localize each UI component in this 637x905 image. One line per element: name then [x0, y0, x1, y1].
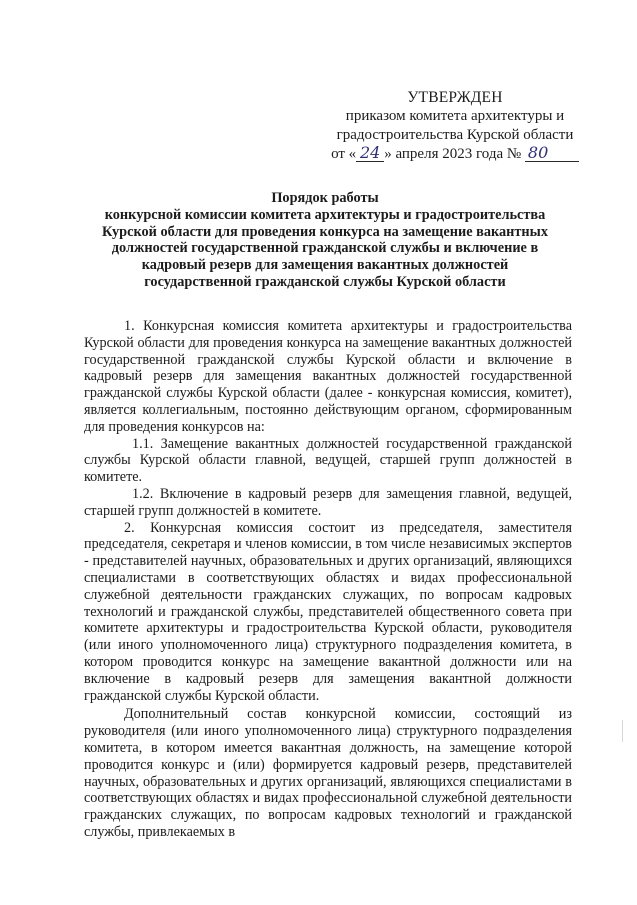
paragraph-2: 2. Конкурсная комиссия состоит из председателя, заместителя председателя, секретаря и членов комиссии, в том числе независимых экспертов - представителей научных, образовательных и других организаций, являющихся специалистами в соответствующих областях и видах профессиональной служебной деятельности гражданских служащих, по вопросам кадровых технологий и гражданской службы, представителей общественного совета при комитете архитектуры и градостроительства Курской области, руководителя (или иного уполномоченного лица) структурного подразделения комитета, в котором проводится конкурс на замещение вакантной должности или на включение в кадровый резерв для замещения вакантной должности гражданской службы Курской области. — [84, 519, 572, 704]
handwritten-order-number: 80 — [525, 145, 579, 162]
title-line-3: Курской области для проведения конкурса на замещение вакантных — [102, 223, 548, 240]
paragraph-3: Дополнительный состав конкурсной комиссии, состоящий из руководителя (или иного уполномоченного лица) структурного подразделения комитета, в котором имеется вакантная должность, на замещение которой проводится конкурс и (или) формируется кадровый резерв, представителей научных, образовательных и других организаций, являющихся специалистами в соответствующих областях и видах профессиональной служебной деятельности гражданских служащих, по вопросам кадровых технологий и гражданской службы, привлекаемых в — [84, 706, 572, 840]
date-prefix: от « — [331, 146, 357, 162]
title-line-6: государственной гражданской службы Курской области — [144, 273, 506, 290]
title-line-1: Порядок работы — [271, 190, 379, 206]
date-middle: » апреля 2023 года № — [384, 146, 522, 162]
approval-heading: УТВЕРЖДЕН — [407, 89, 503, 106]
approval-stamp — [330, 88, 580, 164]
approval-line-1: приказом комитета архитектуры и — [345, 108, 565, 124]
scan-edge-mark — [622, 720, 631, 742]
title-line-2: конкурсной комиссии комитета архитектуры и градостроительства — [104, 206, 546, 223]
handwritten-day: 24 — [356, 145, 384, 162]
title-line-5: кадровый резерв для замещения вакантных должностей — [141, 257, 509, 274]
document-body — [84, 318, 572, 841]
approval-line-2: градостроительства Курской области — [336, 127, 574, 143]
paragraph-1-1: 1.1. Замещение вакантных должностей государственной гражданской службы Курской области главной, ведущей, старшей групп должностей в комитете. — [84, 435, 572, 486]
title-line-4: должностей государственной гражданской службы и включение в — [111, 240, 539, 257]
paragraph-1-2: 1.2. Включение в кадровый резерв для замещения главной, ведущей, старшей групп должностей в комитете. — [84, 485, 572, 519]
approval-date-line — [330, 145, 580, 164]
paragraph-1: 1. Конкурсная комиссия комитета архитектуры и градостроительства Курской области для проведения конкурса на замещение вакантных должностей государственной гражданской службы Курской области и включение в кадровый резерв для замещения вакантных должностей государственной гражданской службы Курской области (далее - конкурсная комиссия, комитет), является коллегиальным, постоянно действующим органом, сформированным для проведения конкурсов на: — [84, 318, 572, 435]
document-title — [60, 190, 590, 291]
